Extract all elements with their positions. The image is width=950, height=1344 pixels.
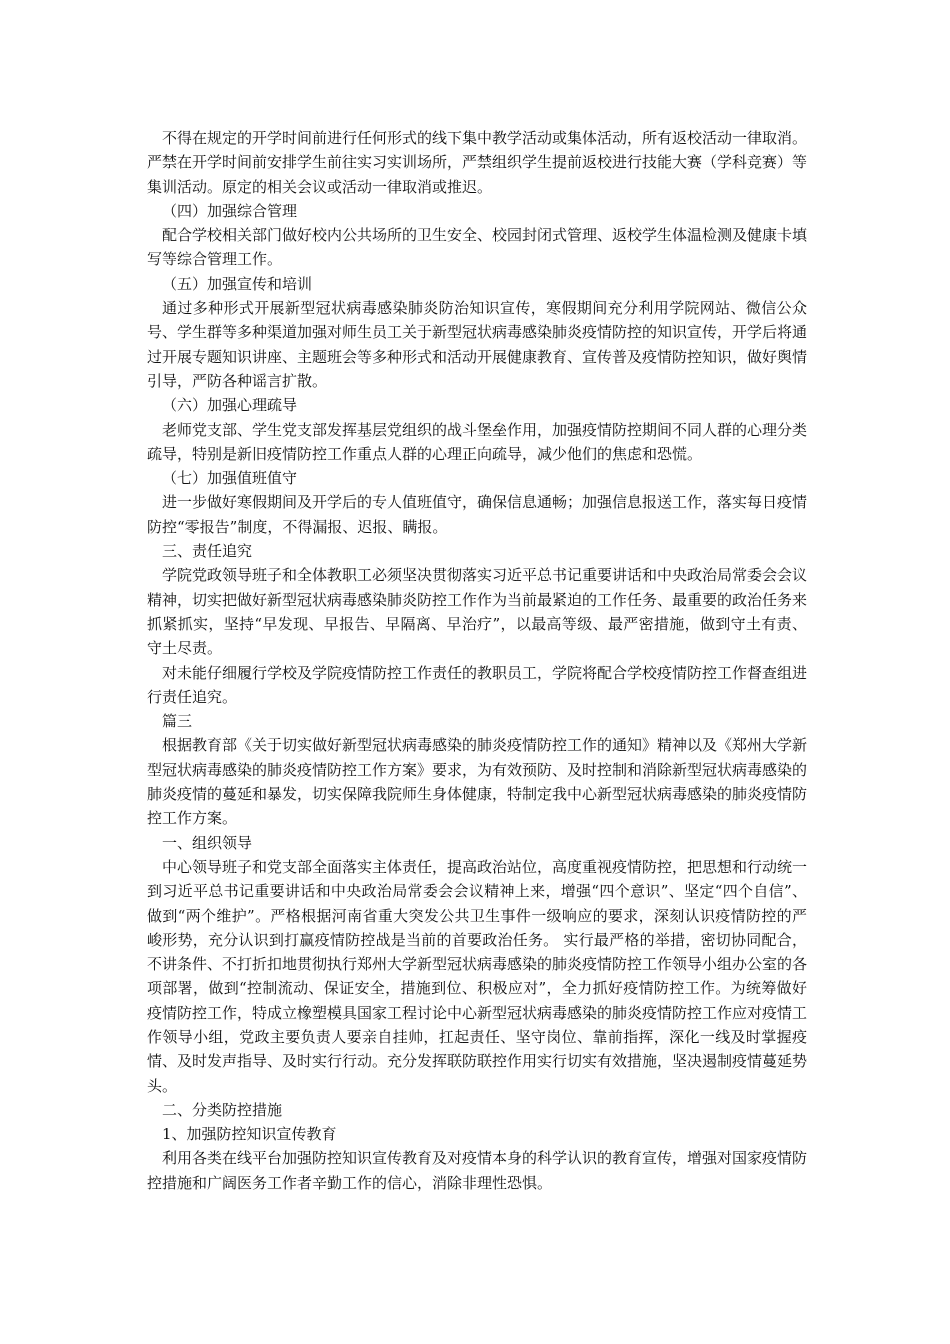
paragraph-knowledge-education: 利用各类在线平台加强防控知识宣传教育及对疫情本身的科学认识的教育宣传，增强对国家疫情防控措施和广阔医务工作者辛勤工作的信心，消除非理性恐惧。 [147,1149,808,1192]
heading-knowledge-education: 1、加强防控知识宣传教育 [162,1125,337,1144]
paragraph-comprehensive-management: 配合学校相关部门做好校内公共场所的卫生安全、校园封闭式管理、返校学生体温检测及健康卡填写等综合管理工作。 [147,226,808,269]
paragraph-offline-activities: 不得在规定的开学时间前进行任何形式的线下集中教学活动或集体活动，所有返校活动一律取消。严禁在开学时间前安排学生前往实习实训场所，严禁组织学生提前返校进行技能大赛（学科竞赛）等集训活动。原定的相关会议或活动一律取消或推迟。 [147,129,808,196]
document-body [147,126,807,1195]
heading-publicity-training: （五）加强宣传和培训 [162,274,313,293]
heading-part-three: 篇三 [162,712,193,731]
paragraph-publicity-training: 通过多种形式开展新型冠状病毒感染肺炎防治知识宣传，寒假期间充分利用学院网站、微信公众号、学生群等多种渠道加强对师生员工关于新型冠状病毒感染肺炎疫情防控的知识宣传，开学后将通过开展专题知识讲座、主题班会等多种形式和活动开展健康教育、宣传普及疫情防控知识，做好舆情引导，严防各种谣言扩散。 [147,299,808,390]
heading-organization-leadership: 一、组织领导 [162,833,253,852]
heading-accountability: 三、责任追究 [162,542,253,561]
heading-duty-on-call: （七）加强值班值守 [162,469,298,488]
paragraph-psychological-counseling: 老师党支部、学生党支部发挥基层党组织的战斗堡垒作用，加强疫情防控期间不同人群的心理分类疏导，特别是新旧疫情防控工作重点人群的心理正向疏导，减少他们的焦虑和恐慌。 [147,420,808,463]
heading-comprehensive-management: （四）加强综合管理 [162,201,298,220]
paragraph-accountability-1: 学院党政领导班子和全体教职工必须坚决贯彻落实习近平总书记重要讲话和中央政治局常委会会议精神，切实把做好新型冠状病毒感染肺炎防控工作作为当前最紧迫的工作任务、最重要的政治任务来抓紧抓实，坚持“早发现、早报告、早隔离、早治疗”，以最高等级、最严密措施，做到守土有责、守土尽责。 [147,566,808,658]
paragraph-duty-on-call: 进一步做好寒假期间及开学后的专人值班值守，确保信息通畅；加强信息报送工作，落实每日疫情防控“零报告”制度，不得漏报、迟报、瞒报。 [147,493,808,536]
heading-classified-measures: 二、分类防控措施 [162,1100,283,1119]
paragraph-part-three-intro: 根据教育部《关于切实做好新型冠状病毒感染的肺炎疫情防控工作的通知》精神以及《郑州大学新型冠状病毒感染的肺炎疫情防控工作方案》要求，为有效预防、及时控制和消除新型冠状病毒感染的肺炎疫情的蔓延和暴发，切实保障我院师生身体健康，特制定我中心新型冠状病毒感染的肺炎疫情防控工作方案。 [147,736,808,828]
paragraph-accountability-2: 对未能仔细履行学校及学院疫情防控工作责任的教职员工，学院将配合学校疫情防控工作督查组进行责任追究。 [147,663,808,706]
paragraph-organization-leadership: 中心领导班子和党支部全面落实主体责任，提高政治站位，高度重视疫情防控，把思想和行动统一到习近平总书记重要讲话和中央政治局常委会会议精神上来，增强“四个意识”、坚定“四个自信”、做到“两个维护”。严格根据河南省重大突发公共卫生事件一级响应的要求，深刻认识疫情防控的严峻形势，充分认识到打赢疫情防控战是当前的首要政治任务。 实行最严格的举措，密切协同配合，不讲条件、不打折扣地贯彻执行郑州大学新型冠状病毒感染的肺炎疫情防控工作领导小组办公室的各项部署，做到“控制流动、保证安全，措施到位、积极应对”，全力抓好疫情防控工作。为统筹做好疫情防控工作，特成立橡塑模具国家工程讨论中心新型冠状病毒感染的肺炎疫情防控工作应对疫情工作领导小组，党政主要负责人要亲自挂帅，扛起责任、坚守岗位、靠前指挥，深化一线及时掌握疫情、及时发声指导、及时实行行动。充分发挥联防联控作用实行切实有效措施，坚决遏制疫情蔓延势头。 [147,857,808,1095]
heading-psychological-counseling: （六）加强心理疏导 [162,396,298,415]
